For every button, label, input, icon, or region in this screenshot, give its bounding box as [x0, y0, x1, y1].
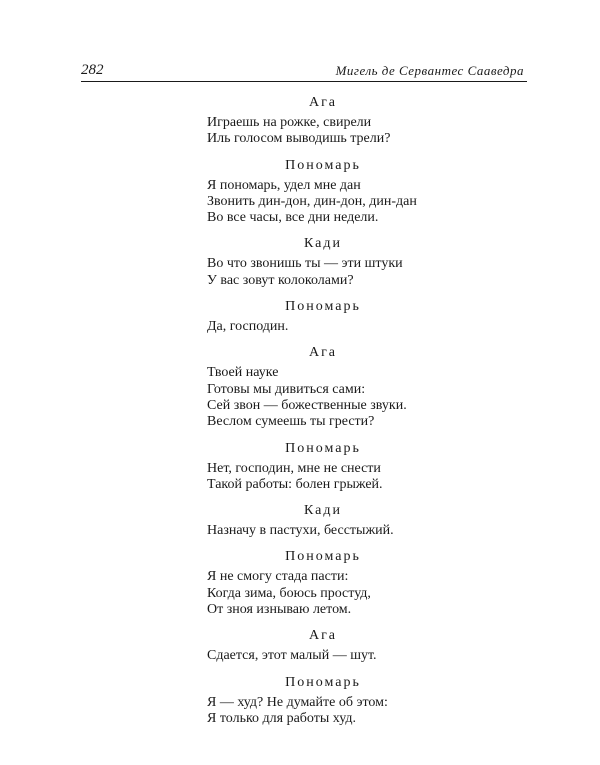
running-head: Мигель де Сервантес Сааведра: [335, 63, 524, 78]
verse-line: Готовы мы дивиться сами:: [207, 381, 366, 397]
verse-line: Во все часы, все дни недели.: [207, 210, 379, 226]
speaker-name: Пономарь: [285, 299, 361, 315]
speaker-name: Ага: [308, 95, 338, 110]
verse-line: Сей звон — божественные звуки.: [207, 397, 407, 413]
dialogue-text: [207, 90, 507, 727]
verse-line: Я — худ? Не думайте об этом:: [207, 694, 388, 710]
verse-line: Такой работы: болен грыжей.: [207, 476, 383, 492]
verse-line: Играешь на рожке, свирели: [207, 115, 372, 130]
verse-line: Твоей науке: [207, 365, 279, 381]
dialogue-block: [207, 93, 507, 148]
dialogue-block: [207, 439, 507, 494]
verse-line: Во что звонишь ты — эти штуки: [207, 256, 403, 272]
dialogue-block: [207, 626, 507, 664]
verse-line: Назначу в пастухи, бесстыжий.: [207, 523, 394, 539]
dialogue-block: [207, 156, 507, 227]
speaker-name: Пономарь: [285, 549, 361, 565]
verse-line: Я только для работы худ.: [207, 710, 356, 726]
speaker-name: Ага: [308, 628, 338, 644]
verse-line: Иль голосом выводишь трели?: [207, 131, 391, 147]
verse-line: Нет, господин, мне не снести: [207, 460, 381, 476]
header-rule: [81, 81, 527, 82]
page-number: 282: [81, 62, 104, 78]
page-header: [81, 62, 527, 82]
verse-line: Когда зима, боюсь простуд,: [207, 585, 371, 601]
speaker-name: Пономарь: [285, 157, 361, 173]
dialogue-block: [207, 501, 507, 539]
speaker-name: Кади: [304, 503, 342, 519]
verse-line: Сдается, этот малый — шут.: [207, 648, 377, 664]
dialogue-block: [207, 673, 507, 728]
verse-line: Звонить дин-дон, дин-дон, дин-дан: [207, 193, 417, 209]
verse-line: Я не смогу стада пасти:: [207, 569, 349, 585]
dialogue-block: [207, 234, 507, 289]
dialogue-block: [207, 297, 507, 335]
speaker-name: Пономарь: [285, 440, 361, 456]
speaker-name: Ага: [308, 345, 338, 361]
speaker-name: Пономарь: [285, 674, 361, 690]
verse-line: Я пономарь, удел мне дан: [207, 177, 361, 193]
verse-line: От зноя изнываю летом.: [207, 602, 352, 618]
verse-line: Веслом сумеешь ты грести?: [207, 414, 375, 430]
dialogue-block: [207, 343, 507, 430]
verse-line: У вас зовут колоколами?: [207, 272, 354, 288]
dialogue-block: [207, 547, 507, 618]
speaker-name: Кади: [304, 236, 342, 252]
verse-line: Да, господин.: [207, 319, 289, 335]
